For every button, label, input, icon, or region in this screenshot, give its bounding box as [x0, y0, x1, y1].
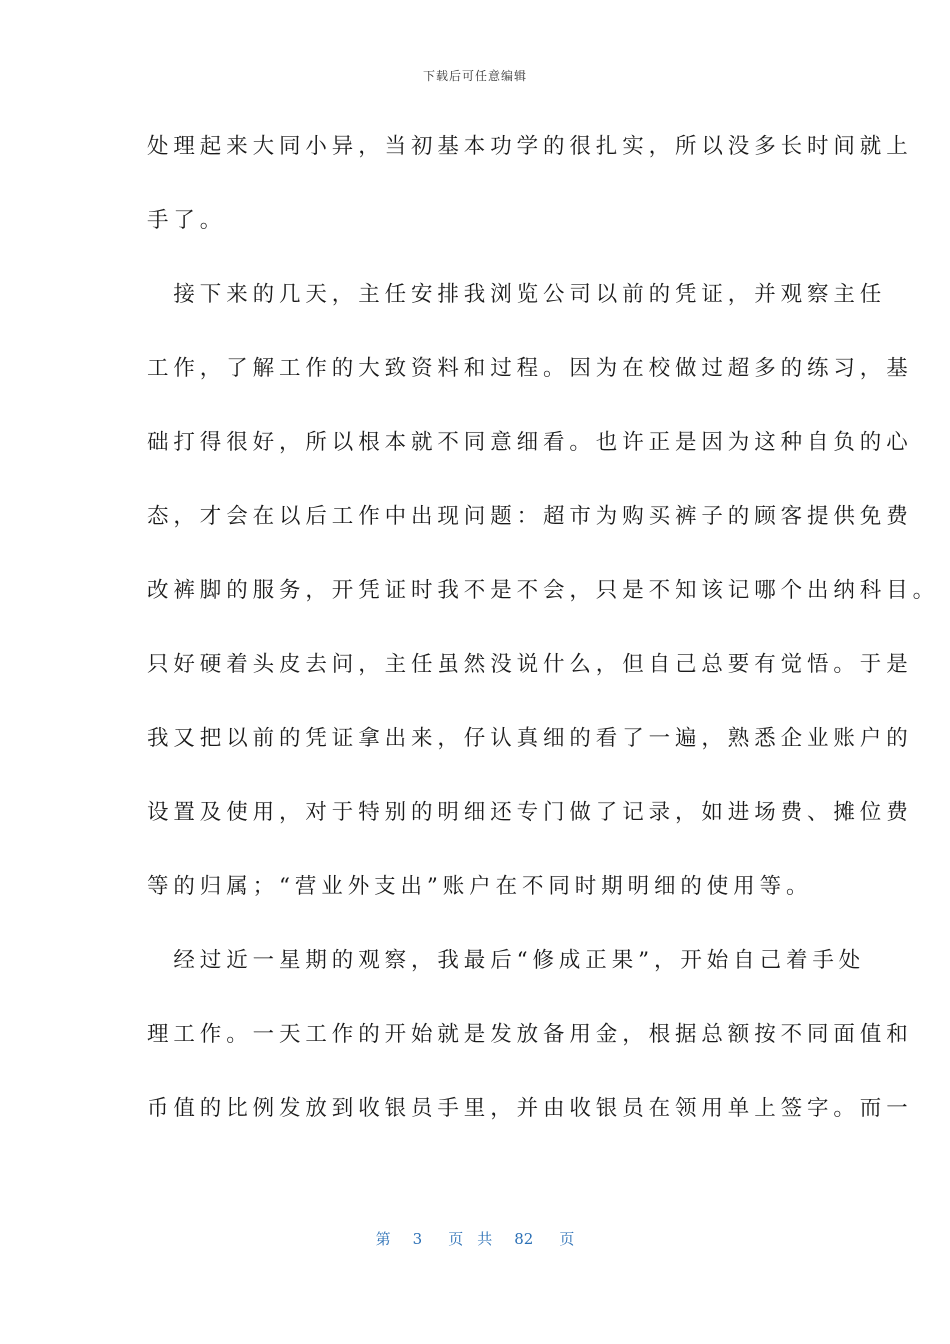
text-line: 设置及使用，对于特别的明细还专门做了记录，如进场费、摊位费	[147, 800, 913, 825]
text-line: 处理起来大同小异，当初基本功学的很扎实，所以没多长时间就上	[147, 134, 913, 159]
text-line: 经过近一星期的观察，我最后“修成正果”，开始自己着手处	[147, 948, 866, 973]
text-line: 础打得很好，所以根本就不同意细看。也许正是因为这种自负的心	[147, 430, 913, 455]
text-line: 态，才会在以后工作中出现问题：超市为购买裤子的顾客提供免费	[147, 504, 913, 529]
footer-page-mid: 页	[448, 1230, 464, 1248]
header-note: 下载后可任意编辑	[422, 69, 527, 83]
text-line: 我又把以前的凭证拿出来，仔认真细的看了一遍，熟悉企业账户的	[147, 726, 913, 751]
footer-page-suffix: 页	[559, 1230, 575, 1248]
body-text	[147, 120, 940, 1156]
footer-page-number: 3	[412, 1230, 423, 1248]
text-line: 只好硬着头皮去问，主任虽然没说什么，但自己总要有觉悟。于是	[147, 652, 913, 677]
text-line: 改裤脚的服务，开凭证时我不是不会，只是不知该记哪个出纳科目。	[147, 578, 940, 603]
text-line: 币值的比例发放到收银员手里，并由收银员在领用单上签字。而一	[147, 1096, 913, 1121]
footer-page-prefix: 第	[375, 1230, 391, 1248]
page-footer	[0, 1228, 950, 1249]
footer-total-pages: 82	[514, 1230, 534, 1248]
footer-total-prefix: 共	[477, 1230, 493, 1248]
text-line: 接下来的几天，主任安排我浏览公司以前的凭证，并观察主任	[147, 282, 887, 307]
text-line: 等的归属；“营业外支出”账户在不同时期明细的使用等。	[147, 874, 813, 899]
text-line: 理工作。一天工作的开始就是发放备用金，根据总额按不同面值和	[147, 1022, 913, 1047]
text-line: 工作，了解工作的大致资料和过程。因为在校做过超多的练习，基	[147, 356, 913, 381]
text-line: 手了。	[147, 208, 227, 233]
